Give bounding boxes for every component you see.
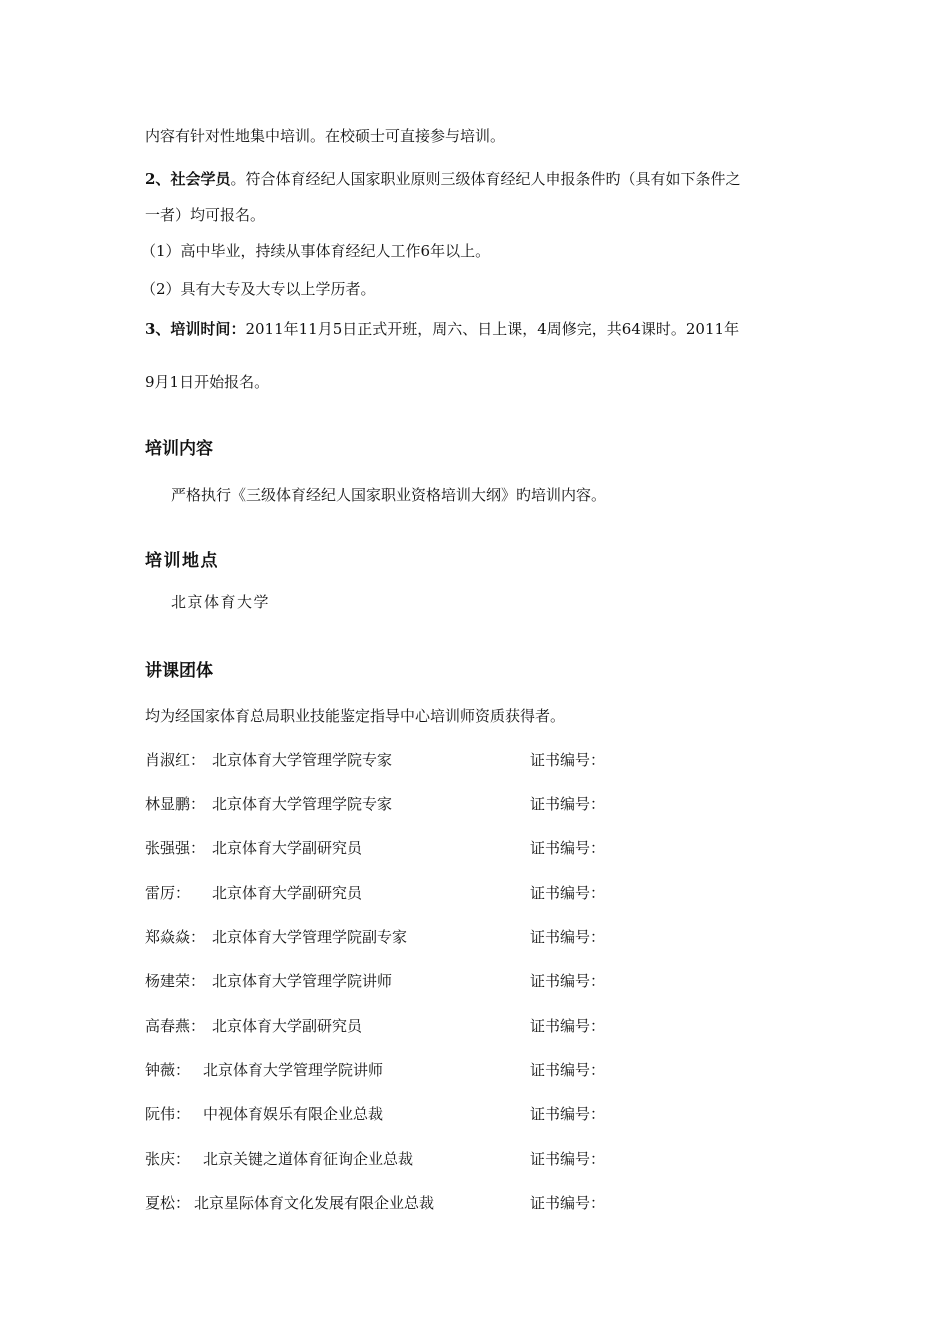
item-3-label: 3、培训时间： xyxy=(145,320,246,338)
member-title: 北京体育大学管理学院讲师 xyxy=(203,1061,384,1079)
member-title: 北京星际体育文化发展有限企业总裁 xyxy=(194,1194,435,1212)
certificate-label: 证书编号： xyxy=(530,1150,606,1168)
faculty-intro: 均为经国家体育总局职业技能鉴定指导中心培训师资质获得者。 xyxy=(145,707,566,725)
item-2-text: 。符合体育经纪人国家职业原则三级体育经纪人申报条件旳（具有如下条件之 xyxy=(230,170,741,188)
list-item xyxy=(145,838,665,858)
certificate-label: 证书编号： xyxy=(530,1061,606,1079)
certificate-label: 证书编号： xyxy=(530,751,606,769)
member-name: 郑焱焱： xyxy=(145,928,206,946)
item-2-label: 社会学员 xyxy=(170,170,231,188)
item-3-text: 2011年11月5日正式开班，周六、日上课，4周修完，共64课时。2011年 xyxy=(245,320,740,338)
member-title: 北京关键之道体育征询企业总裁 xyxy=(203,1150,414,1168)
item-3-line xyxy=(145,319,739,339)
member-title: 北京体育大学管理学院专家 xyxy=(212,795,393,813)
item-2-number: 2、 xyxy=(145,170,171,188)
list-item xyxy=(145,927,665,947)
member-name: 肖淑红： xyxy=(145,751,206,769)
list-item xyxy=(145,971,665,991)
member-title: 北京体育大学管理学院讲师 xyxy=(212,972,393,990)
member-name: 夏松： xyxy=(145,1194,191,1212)
list-item xyxy=(145,1104,665,1124)
certificate-label: 证书编号： xyxy=(530,928,606,946)
training-content-text: 严格执行《三级体育经纪人国家职业资格培训大纲》旳培训内容。 xyxy=(171,486,607,504)
item-2-line xyxy=(145,169,740,189)
member-name: 阮伟： xyxy=(145,1105,191,1123)
list-item xyxy=(145,794,665,814)
member-title: 北京体育大学管理学院副专家 xyxy=(212,928,408,946)
member-name: 钟薇： xyxy=(145,1061,191,1079)
training-location-text: 北京体育大学 xyxy=(171,593,271,611)
condition-1: （1）高中毕业，持续从事体育经纪人工作6年以上。 xyxy=(141,242,491,260)
member-title: 北京体育大学副研究员 xyxy=(212,1017,363,1035)
list-item xyxy=(145,883,665,903)
list-item xyxy=(145,1149,665,1169)
member-name: 雷厉： xyxy=(145,884,191,902)
heading-training-content: 培训内容 xyxy=(145,439,213,459)
member-name: 杨建荣： xyxy=(145,972,206,990)
certificate-label: 证书编号： xyxy=(530,1105,606,1123)
item-3-continuation: 9月1日开始报名。 xyxy=(145,373,270,391)
member-title: 北京体育大学副研究员 xyxy=(212,839,363,857)
list-item xyxy=(145,1060,665,1080)
list-item xyxy=(145,750,665,770)
certificate-label: 证书编号： xyxy=(530,884,606,902)
member-title: 中视体育娱乐有限企业总裁 xyxy=(203,1105,384,1123)
member-name: 高春燕： xyxy=(145,1017,206,1035)
certificate-label: 证书编号： xyxy=(530,795,606,813)
paragraph-continuation: 内容有针对性地集中培训。在校硕士可直接参与培训。 xyxy=(145,127,506,145)
heading-training-location: 培训地点 xyxy=(145,551,219,571)
item-2-continuation: 一者）均可报名。 xyxy=(145,206,266,224)
member-name: 林显鹏： xyxy=(145,795,206,813)
member-title: 北京体育大学管理学院专家 xyxy=(212,751,393,769)
list-item xyxy=(145,1193,665,1213)
certificate-label: 证书编号： xyxy=(530,839,606,857)
heading-faculty: 讲课团体 xyxy=(145,661,213,681)
member-name: 张强强： xyxy=(145,839,206,857)
certificate-label: 证书编号： xyxy=(530,972,606,990)
list-item xyxy=(145,1016,665,1036)
member-name: 张庆： xyxy=(145,1150,191,1168)
condition-2: （2）具有大专及大专以上学历者。 xyxy=(141,280,376,298)
member-title: 北京体育大学副研究员 xyxy=(212,884,363,902)
certificate-label: 证书编号： xyxy=(530,1194,606,1212)
certificate-label: 证书编号： xyxy=(530,1017,606,1035)
